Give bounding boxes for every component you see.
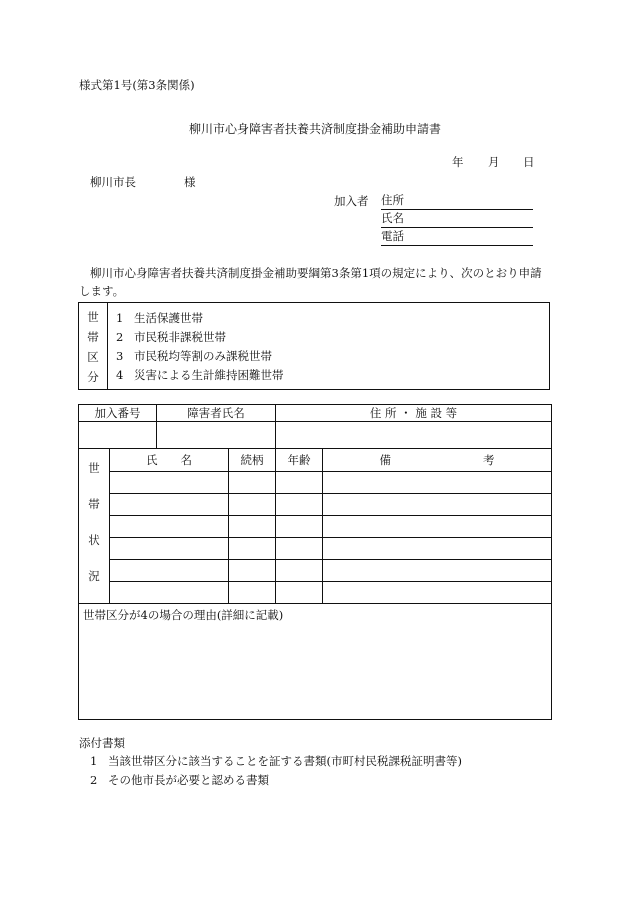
member-relation-cell[interactable]	[229, 516, 276, 538]
date-day-label: 日	[523, 155, 535, 169]
body-text-line1: 柳川市心身障害者扶養共済制度掛金補助要綱第3条第1項の規定により、次のとおり申請	[90, 266, 542, 280]
category-side-char: 世	[87, 310, 99, 324]
applicant-details-table	[78, 404, 552, 720]
category-side-label	[79, 303, 108, 390]
member-name-cell[interactable]	[110, 472, 229, 494]
household-side-char: 況	[88, 569, 100, 583]
member-relation-cell[interactable]	[229, 494, 276, 516]
applicant-name-field[interactable]	[381, 213, 533, 228]
age-header: 年齢	[276, 449, 323, 472]
member-remarks-cell[interactable]	[323, 472, 552, 494]
household-member-row	[79, 582, 552, 604]
attachments-title: 添付書類	[79, 736, 125, 750]
member-age-cell[interactable]	[276, 516, 323, 538]
member-name-cell[interactable]	[110, 538, 229, 560]
attachment-num: 1	[90, 754, 98, 768]
household-side-char: 世	[88, 461, 100, 475]
name-label: 氏名	[381, 211, 404, 225]
member-age-cell[interactable]	[276, 538, 323, 560]
member-name-cell[interactable]	[110, 516, 229, 538]
remarks-header: 備 考	[323, 449, 552, 472]
member-name-cell[interactable]	[110, 560, 229, 582]
category-option-4[interactable]: 4 災害による生計維持困難世帯	[116, 368, 284, 382]
disabled-person-name-header: 障害者氏名	[157, 405, 276, 422]
household-status-side-label	[79, 449, 110, 604]
member-age-cell[interactable]	[276, 560, 323, 582]
member-age-cell[interactable]	[276, 472, 323, 494]
member-remarks-cell[interactable]	[323, 494, 552, 516]
category-side-char: 分	[87, 370, 99, 384]
reason-field[interactable]	[79, 604, 552, 720]
household-side-char: 帯	[88, 497, 100, 511]
attachment-num: 2	[90, 773, 98, 787]
address-facility-header: 住 所 ・ 施 設 等	[276, 405, 552, 422]
member-relation-cell[interactable]	[229, 582, 276, 604]
member-remarks-cell[interactable]	[323, 560, 552, 582]
member-name-cell[interactable]	[110, 494, 229, 516]
member-relation-cell[interactable]	[229, 472, 276, 494]
household-member-row	[79, 538, 552, 560]
household-member-row	[79, 560, 552, 582]
category-options	[108, 303, 550, 390]
address-label: 住所	[381, 193, 404, 207]
category-side-char: 帯	[87, 330, 99, 344]
applicant-address-field[interactable]	[381, 195, 533, 210]
member-number-header: 加入番号	[79, 405, 157, 422]
household-member-row	[79, 516, 552, 538]
form-title: 柳川市心身障害者扶養共済制度掛金補助申請書	[189, 122, 442, 136]
phone-label: 電話	[381, 229, 404, 243]
member-remarks-cell[interactable]	[323, 538, 552, 560]
date-year-label: 年	[452, 155, 464, 169]
category-option-3[interactable]: 3 市民税均等割のみ課税世帯	[116, 349, 272, 363]
member-relation-cell[interactable]	[229, 560, 276, 582]
addressee-honorific: 様	[184, 175, 196, 189]
member-remarks-cell[interactable]	[323, 516, 552, 538]
member-remarks-cell[interactable]	[323, 582, 552, 604]
household-member-row	[79, 472, 552, 494]
household-category-table	[78, 302, 550, 390]
household-member-row	[79, 494, 552, 516]
attachment-item-2	[90, 775, 269, 787]
category-side-char: 区	[87, 350, 99, 364]
date-month-label: 月	[488, 155, 500, 169]
member-number-cell[interactable]	[79, 422, 157, 449]
address-facility-cell[interactable]	[276, 422, 552, 449]
disabled-person-name-cell[interactable]	[157, 422, 276, 449]
applicant-label: 加入者	[334, 194, 369, 208]
reason-label: 世帯区分が4の場合の理由(詳細に記載)	[83, 608, 284, 622]
applicant-phone-field[interactable]	[381, 231, 533, 246]
member-age-cell[interactable]	[276, 494, 323, 516]
attachment-label: 当該世帯区分に該当することを証する書類(市町村民税課税証明書等)	[108, 754, 462, 768]
attachment-item-1	[90, 756, 462, 768]
form-number: 様式第1号(第3条関係)	[79, 78, 195, 92]
category-option-1[interactable]: 1 生活保護世帯	[116, 311, 203, 325]
household-side-char: 状	[88, 533, 100, 547]
body-text-line2: します。	[79, 284, 125, 298]
addressee-name: 柳川市長	[90, 175, 136, 189]
attachment-label: その他市長が必要と認める書類	[108, 773, 269, 787]
relation-header: 続柄	[229, 449, 276, 472]
member-name-cell[interactable]	[110, 582, 229, 604]
member-age-cell[interactable]	[276, 582, 323, 604]
category-option-2[interactable]: 2 市民税非課税世帯	[116, 330, 226, 344]
member-relation-cell[interactable]	[229, 538, 276, 560]
household-name-header: 氏 名	[110, 449, 229, 472]
